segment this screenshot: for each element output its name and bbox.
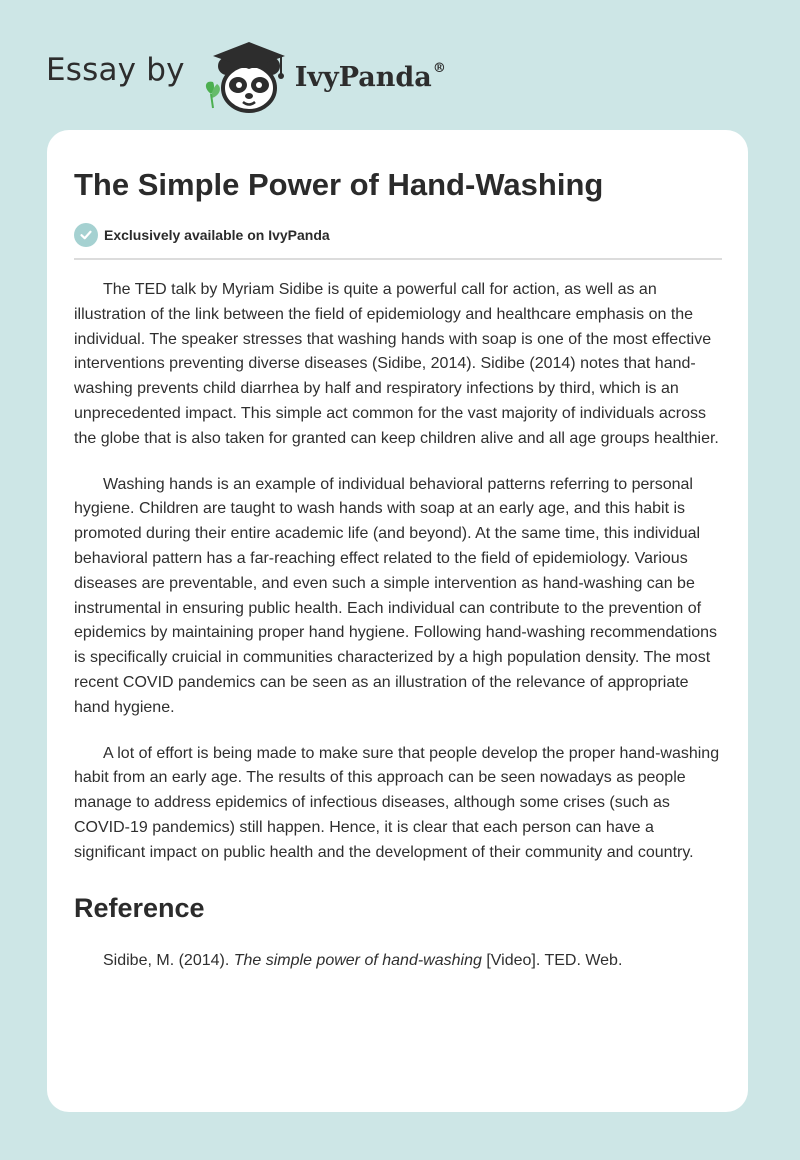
brand-name-text: IvyPanda <box>294 61 432 93</box>
essay-card <box>47 130 748 1112</box>
exclusive-badge <box>74 222 722 248</box>
divider <box>74 258 722 260</box>
exclusive-label: Exclusively available on IvyPanda <box>104 227 330 243</box>
reference-heading: Reference <box>74 892 205 923</box>
page-title: The Simple Power of Hand-Washing <box>74 167 604 202</box>
essay-paragraph: Washing hands is an example of individual behavioral patterns referring to personal hygiene. Children are taught to wash hands with soap at an early age, and this habit is promoted during their entire academic life (and beyond). At the same time, this individual behavioral pattern has a far-reaching effect related to the field of epidemiology. Various diseases are preventable, and even such a simple intervention as hand-washing can be instrumental in ensuring public health. Each individual can contribute to the prevention of epidemics by maintaining proper hand hygiene. Following hand-washing recommendations is specifically cruicial in communities characterized by a high population density. The most recent COVID pandemics can be seen as an illustration of the relevance of appropriate hand hygiene. <box>74 475 718 716</box>
check-circle-icon <box>74 223 98 247</box>
essay-paragraph: A lot of effort is being made to make sure that people develop the proper hand-washing habit from an early age. The results of this approach can be seen nowadays as people manage to address epidemics of infectious diseases, although some crises (such as COVID-19 pandemics) still happen. Hence, it is clear that each person can have a significant impact on public health and the development of their community and country. <box>74 744 720 861</box>
reference-work-title: The simple power of hand-washing <box>233 951 482 969</box>
reference-suffix: [Video]. TED. Web. <box>481 951 623 969</box>
reference-entry <box>74 949 722 974</box>
reference-author-year: Sidibe, M. (2014). <box>103 951 234 969</box>
registered-mark: ® <box>432 60 446 76</box>
essay-paragraph: The TED talk by Myriam Sidibe is quite a powerful call for action, as well as an illustration of the link between the field of epidemiology and healthcare emphasis on the individual. The speaker stresses that washing hands with soap is one of the most effective interventions preventing diverse diseases (Sidibe, 2014). Sidibe (2014) notes that hand-washing prevents child diarrhea by half and respiratory infections by third, which is an unprecedented impact. This simple act common for the vast majority of individuals across the globe that is also taken for granted can keep children alive and all age groups healthier. <box>74 281 719 447</box>
brand-name <box>295 62 446 93</box>
brand-prefix: Essay by <box>46 52 185 88</box>
graduate-panda-icon <box>199 36 291 116</box>
site-brand[interactable] <box>46 36 446 116</box>
